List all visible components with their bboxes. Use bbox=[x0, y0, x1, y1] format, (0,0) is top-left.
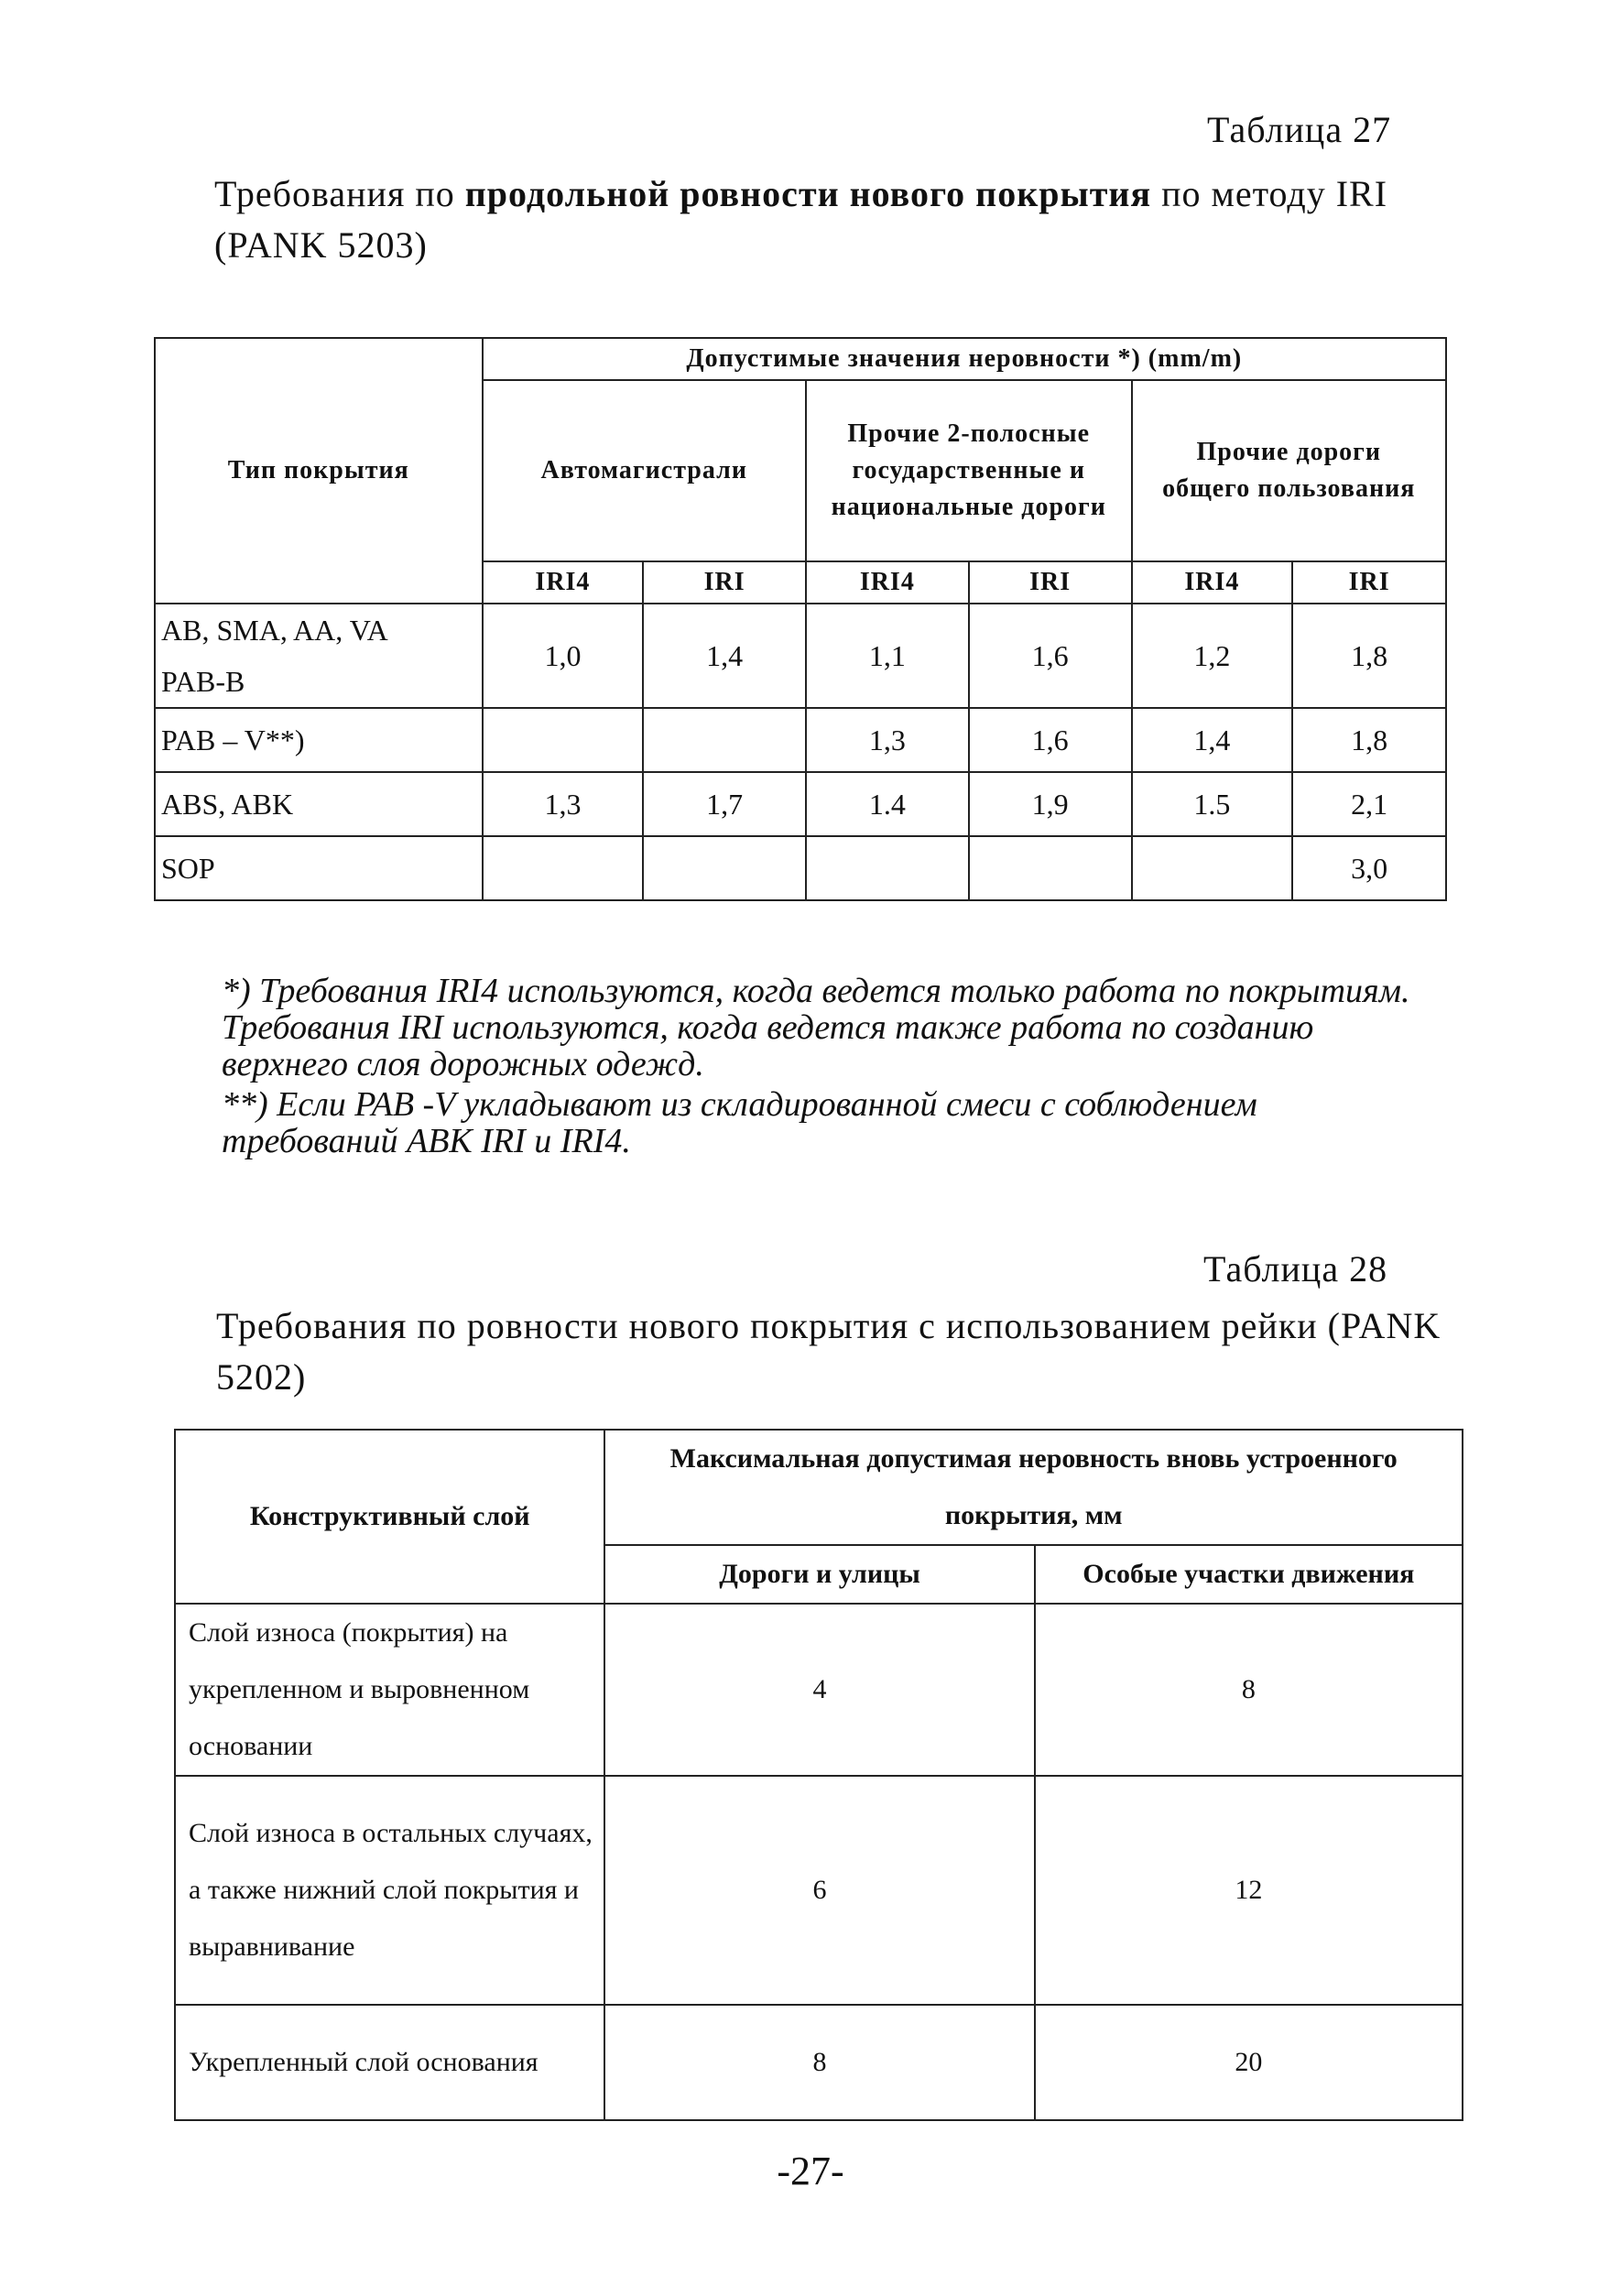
cell bbox=[969, 836, 1132, 900]
table28-caption: Требования по ровности нового покрытия с использованием рейки (PANK 5202) bbox=[216, 1305, 1441, 1398]
cell: 20 bbox=[1035, 2005, 1463, 2120]
cell: 1,3 bbox=[483, 772, 644, 836]
row-name: ABS, ABK bbox=[155, 772, 483, 836]
table-row bbox=[155, 708, 1446, 772]
table-row bbox=[175, 1776, 1463, 2005]
footnote-2: **) Если PAB -V укладывают из складированной смеси с соблюдением требований ABK IRI и IRI4. bbox=[222, 1085, 1257, 1160]
cell: 1,8 bbox=[1292, 708, 1446, 772]
cell bbox=[643, 708, 806, 772]
cell bbox=[806, 836, 969, 900]
row-name-line: PAB-B bbox=[161, 665, 245, 698]
cell: 3,0 bbox=[1292, 836, 1446, 900]
col-group-0: Автомагистрали bbox=[483, 380, 806, 561]
sub-header: IRI4 bbox=[806, 561, 969, 604]
cell: 1,3 bbox=[806, 708, 969, 772]
cell: 1.4 bbox=[806, 772, 969, 836]
cell bbox=[483, 836, 644, 900]
footnotes bbox=[158, 973, 1431, 1159]
table-row bbox=[155, 836, 1446, 900]
footnote-1: *) Требования IRI4 используются, когда ведется только работа по покрытиям. Требования IRI используются, когда ведется также работа по созданию верхнего слоя дорожных одежд. bbox=[222, 972, 1410, 1083]
cell: 8 bbox=[1035, 1604, 1463, 1776]
cell: 1,6 bbox=[969, 604, 1132, 708]
sub-header: Особые участки движения bbox=[1035, 1545, 1463, 1604]
table-row bbox=[155, 604, 1446, 708]
cell: 1,8 bbox=[1292, 604, 1446, 708]
col-group-1: Прочие 2-полосные государственные и национальные дороги bbox=[806, 380, 1132, 561]
row-name: Укрепленный слой основания bbox=[175, 2005, 604, 2120]
table-row bbox=[175, 1604, 1463, 1776]
row-name bbox=[155, 604, 483, 708]
type-header: Тип покрытия bbox=[155, 338, 483, 604]
group-header: Максимальная допустимая неровность вновь устроенного покрытия, мм bbox=[604, 1430, 1463, 1545]
sub-header: IRI bbox=[1292, 561, 1446, 604]
cell: 1,4 bbox=[1132, 708, 1293, 772]
cell: 1,7 bbox=[643, 772, 806, 836]
table-row bbox=[175, 2005, 1463, 2120]
cell bbox=[643, 836, 806, 900]
table27-caption bbox=[214, 169, 1432, 271]
layer-header: Конструктивный слой bbox=[175, 1430, 604, 1604]
cell: 1,6 bbox=[969, 708, 1132, 772]
caption-pre: Требования по bbox=[214, 173, 465, 214]
cell: 1,9 bbox=[969, 772, 1132, 836]
group-header: Допустимые значения неровности *) (mm/m) bbox=[483, 338, 1446, 380]
row-name: SOP bbox=[155, 836, 483, 900]
cell: 8 bbox=[604, 2005, 1034, 2120]
cell: 1,0 bbox=[483, 604, 644, 708]
table28-label: Таблица 28 bbox=[1203, 1248, 1388, 1289]
table-row bbox=[155, 772, 1446, 836]
row-name: Слой износа (покрытия) на укрепленном и выровненном основании bbox=[175, 1604, 604, 1776]
cell bbox=[1132, 836, 1293, 900]
sub-header: IRI bbox=[969, 561, 1132, 604]
table28 bbox=[174, 1429, 1463, 2121]
sub-header: IRI4 bbox=[1132, 561, 1293, 604]
cell: 1,2 bbox=[1132, 604, 1293, 708]
row-name: Слой износа в остальных случаях, а также нижний слой покрытия и выравнивание bbox=[175, 1776, 604, 2005]
col-group-2: Прочие дороги общего пользования bbox=[1132, 380, 1446, 561]
row-name-line: AB, SMA, AA, VA bbox=[161, 614, 388, 647]
cell: 2,1 bbox=[1292, 772, 1446, 836]
sub-header: Дороги и улицы bbox=[604, 1545, 1034, 1604]
sub-header: IRI4 bbox=[483, 561, 644, 604]
row-name: PAB – V**) bbox=[155, 708, 483, 772]
table27 bbox=[154, 337, 1447, 901]
cell: 12 bbox=[1035, 1776, 1463, 2005]
cell: 4 bbox=[604, 1604, 1034, 1776]
cell: 1,4 bbox=[643, 604, 806, 708]
sub-header: IRI bbox=[643, 561, 806, 604]
cell bbox=[483, 708, 644, 772]
table27-label: Таблица 27 bbox=[1207, 109, 1392, 150]
caption-post: по методу IRI (PANK 5203) bbox=[214, 173, 1388, 266]
cell: 1.5 bbox=[1132, 772, 1293, 836]
cell: 1,1 bbox=[806, 604, 969, 708]
page-number: -27- bbox=[777, 2149, 844, 2193]
caption-bold: продольной ровности нового покрытия bbox=[464, 173, 1152, 214]
cell: 6 bbox=[604, 1776, 1034, 2005]
